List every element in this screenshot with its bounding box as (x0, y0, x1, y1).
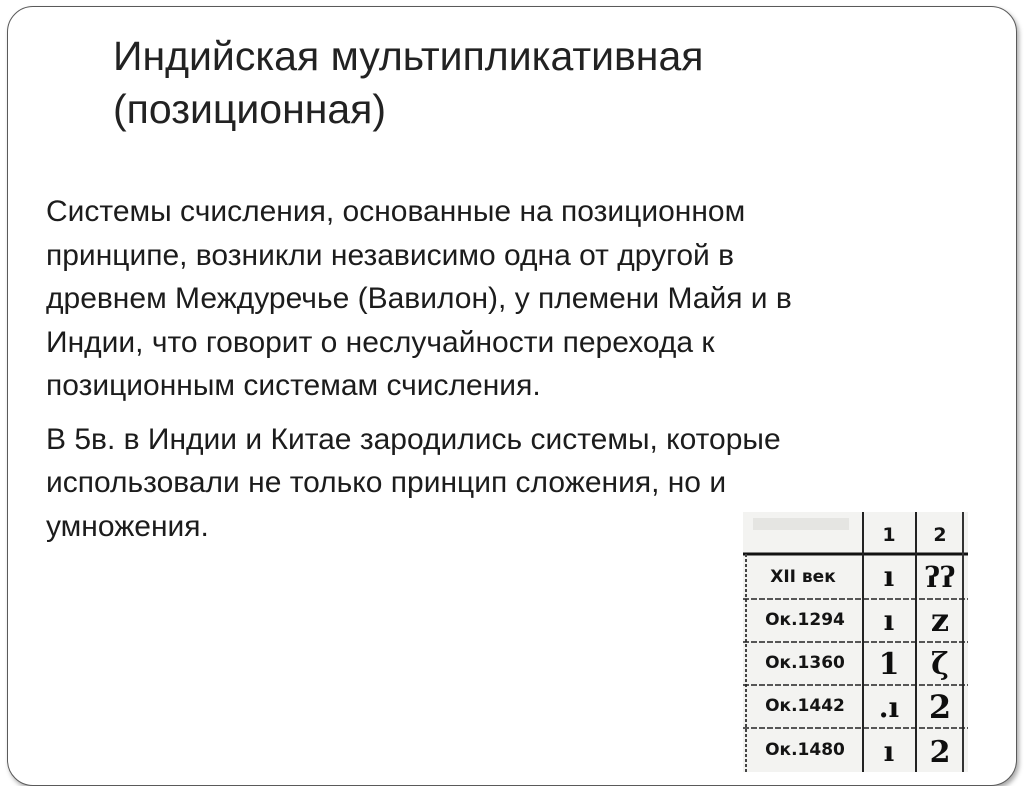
row-label: Ок.1360 (765, 653, 845, 673)
numeral-table-svg (743, 512, 968, 772)
paragraph-positional-systems (46, 190, 986, 408)
column-header: 1 (882, 524, 896, 546)
title-line-2: (позиционная) (113, 86, 387, 132)
text-line: В 5в. в Индии и Китае зародились системы, которые (46, 422, 781, 456)
row-label: Ок.1480 (765, 740, 845, 760)
row-label: Ок.1442 (765, 696, 845, 716)
text-line: древнем Междуречье (Вавилон), у племени Майя и в (46, 282, 792, 315)
row-label: Ок.1294 (765, 610, 845, 630)
text-line: использовали не только принцип сложения, но и (46, 466, 727, 499)
numeral-glyph: 1 (878, 647, 900, 682)
slide-body (46, 190, 986, 558)
slide-title (113, 30, 913, 136)
numeral-glyph: ʔʔ (924, 561, 956, 594)
numeral-glyph: .ı (878, 691, 900, 724)
text-line: Системы счисления, основанные на позиционном (46, 195, 746, 228)
numeral-glyph: 2 (928, 688, 952, 726)
numeral-glyph: ı (883, 560, 895, 593)
text-line: умножения. (46, 509, 209, 543)
numeral-glyph: ı (883, 604, 895, 637)
numeral-glyph: z (930, 601, 950, 639)
numeral-glyph: 2 (929, 735, 951, 770)
title-line-1: Индийская мультипликативная (113, 33, 704, 79)
text-line: принципе, возникли независимо одна от другой в (46, 238, 735, 272)
numeral-glyph: ı (883, 735, 895, 768)
row-label: XII век (770, 567, 836, 587)
column-header: 2 (933, 524, 947, 546)
scan-smudge (753, 518, 849, 530)
numeral-glyph: ζ (931, 647, 949, 682)
text-line: Индии, что говорит о неслучайности перехода к (46, 325, 715, 359)
numeral-history-table-image (743, 512, 968, 772)
text-line: позиционным системам счисления. (46, 369, 541, 402)
